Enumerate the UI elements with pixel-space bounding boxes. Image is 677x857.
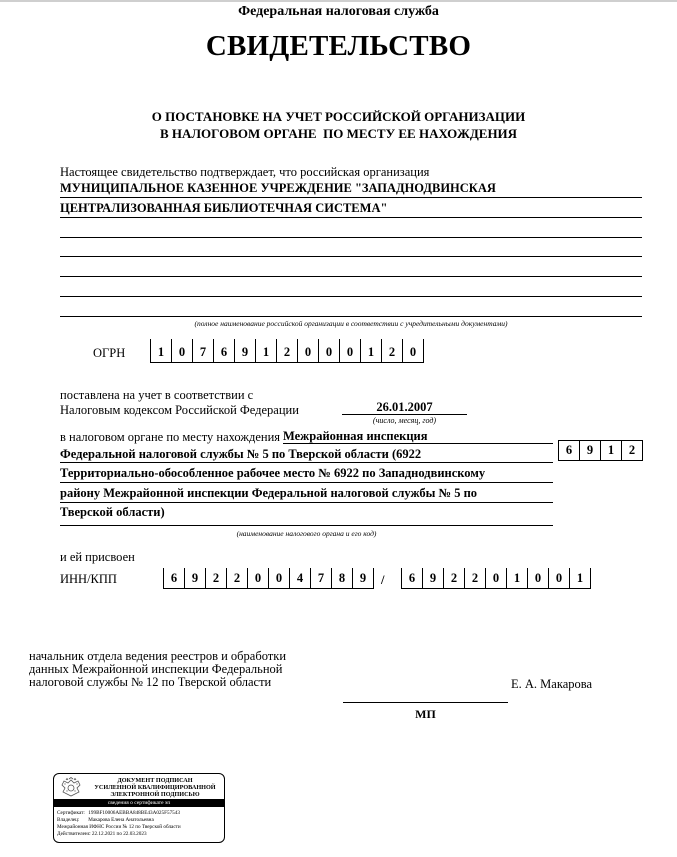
ogrn-digit: 2 xyxy=(382,342,403,362)
inn-digit: 6 xyxy=(164,568,185,588)
tax-code-digit: 1 xyxy=(601,441,622,460)
stamp-place-label: МП xyxy=(415,707,436,721)
tax-authority-code-cells xyxy=(558,440,643,461)
signature-line xyxy=(343,702,508,703)
kpp-digit: 2 xyxy=(444,568,465,588)
kpp-digit: 9 xyxy=(423,568,444,588)
inn-cells xyxy=(163,568,374,589)
ogrn-digit: 0 xyxy=(340,342,361,362)
ogrn-digit: 7 xyxy=(193,342,214,362)
subtitle-line-2: В НАЛОГОВОМ ОРГАНЕ ПО МЕСТУ ЕЕ НАХОЖДЕНИЯ xyxy=(159,126,518,141)
ogrn-label: ОГРН xyxy=(93,346,126,360)
stamp-heading xyxy=(88,777,222,798)
tax-authority-line-2: Федеральной налоговой службы № 5 по Тверской области (6922 xyxy=(60,447,422,461)
tax-code-digit: 6 xyxy=(559,441,580,460)
tax-authority-line-1: Межрайонная инспекция xyxy=(283,429,428,443)
stamp-owner-row xyxy=(57,817,154,823)
inn-digit: 9 xyxy=(185,568,206,588)
tax-authority-hint: (наименование налогового органа и его код) xyxy=(236,529,377,538)
tax-code-digit: 9 xyxy=(580,441,601,460)
organization-intro: Настоящее свидетельство подтверждает, что российская организация xyxy=(60,165,430,179)
page-top-border xyxy=(0,0,677,2)
kpp-digit: 6 xyxy=(402,568,423,588)
kpp-digit: 2 xyxy=(465,568,486,588)
certificate-value: 199BF10006AEBBA848BE43A025F57543 xyxy=(88,810,180,816)
subtitle-line-1: О ПОСТАНОВКЕ НА УЧЕТ РОССИЙСКОЙ ОРГАНИЗАЦИИ xyxy=(151,109,526,124)
stamp-issuer-row: Межрайонная ИФНС России № 12 по Тверской области xyxy=(57,824,181,830)
stamp-certificate-bar: сведения о сертификате эп xyxy=(54,799,224,807)
inn-digit: 0 xyxy=(269,568,290,588)
organization-name-line-2: ЦЕНТРАЛИЗОВАННАЯ БИБЛИОТЕЧНАЯ СИСТЕМА" xyxy=(60,201,388,215)
position-line-2: данных Межрайонной инспекции Федеральной xyxy=(29,662,283,676)
assigned-label: и ей присвоен xyxy=(60,550,135,564)
ogrn-digit: 0 xyxy=(298,342,319,362)
ogrn-digit: 2 xyxy=(277,342,298,362)
inn-kpp-separator: / xyxy=(381,573,385,587)
org-underline-4 xyxy=(60,256,642,257)
tax-underline-1 xyxy=(283,443,553,444)
organization-name-line-1: МУНИЦИПАЛЬНОЕ КАЗЕННОЕ УЧРЕЖДЕНИЕ "ЗАПАДНОДВИНСКАЯ xyxy=(60,181,496,195)
org-underline-7 xyxy=(60,316,642,317)
document-title: СВИДЕТЕЛЬСТВО xyxy=(205,30,472,62)
inn-kpp-label: ИНН/КПП xyxy=(60,572,117,586)
org-underline-1 xyxy=(60,197,642,198)
owner-value: Макарова Елена Анатольевна xyxy=(88,817,154,823)
ogrn-digit: 0 xyxy=(172,342,193,362)
inn-digit: 0 xyxy=(248,568,269,588)
tax-authority-line-4: району Межрайонной инспекции Федеральной налоговой службы № 5 по xyxy=(60,486,478,500)
e-signature-stamp xyxy=(53,773,225,843)
stamp-validity-row xyxy=(57,831,147,837)
ogrn-digit: 1 xyxy=(151,342,172,362)
stamp-heading-line-2: УСИЛЕННОЙ КВАЛИФИЦИРОВАННОЙ xyxy=(94,784,216,791)
ogrn-digit: 1 xyxy=(361,342,382,362)
stamp-certificate-row xyxy=(57,810,180,816)
document-subtitle xyxy=(0,108,677,142)
org-underline-3 xyxy=(60,237,642,238)
inn-digit: 2 xyxy=(227,568,248,588)
stamp-heading-line-3: ЭЛЕКТРОННОЙ ПОДПИСЬЮ xyxy=(110,791,200,798)
date-underline xyxy=(342,414,467,415)
ogrn-digit: 0 xyxy=(403,342,423,362)
inn-digit: 4 xyxy=(290,568,311,588)
kpp-digit: 1 xyxy=(507,568,528,588)
organization-hint: (полное наименование российской организации в соответствии с учредительными документами) xyxy=(194,319,508,328)
coat-of-arms-icon xyxy=(58,777,84,798)
tax-underline-3 xyxy=(60,482,553,483)
ogrn-digit: 1 xyxy=(256,342,277,362)
certificate-label: Сертификат: xyxy=(57,810,85,816)
position-line-3: налоговой службы № 12 по Тверской области xyxy=(29,675,272,689)
stamp-heading-line-1: ДОКУМЕНТ ПОДПИСАН xyxy=(117,777,193,784)
org-underline-6 xyxy=(60,296,642,297)
inn-digit: 8 xyxy=(332,568,353,588)
inn-digit: 9 xyxy=(359,570,367,585)
tax-underline-2 xyxy=(60,462,553,463)
ogrn-digit: 9 xyxy=(235,342,256,362)
ogrn-digit: 6 xyxy=(214,342,235,362)
kpp-digit: 0 xyxy=(528,568,549,588)
position-line-1: начальник отдела ведения реестров и обработки xyxy=(29,649,287,663)
inn-digit: 7 xyxy=(311,568,332,588)
ogrn-digit: 0 xyxy=(319,342,340,362)
kpp-cells xyxy=(401,568,591,589)
kpp-digit: 1 xyxy=(576,570,584,585)
org-underline-5 xyxy=(60,276,642,277)
tax-code-digit: 2 xyxy=(628,443,636,457)
inn-digit: 2 xyxy=(206,568,227,588)
registration-date: 26.01.2007 xyxy=(376,400,433,414)
date-hint: (число, месяц, год) xyxy=(372,416,437,425)
tax-authority-line-5: Тверской области) xyxy=(60,505,165,519)
signatory-position xyxy=(29,650,286,689)
ogrn-cells xyxy=(150,342,424,363)
tax-underline-5 xyxy=(60,525,553,526)
tax-authority-line-3: Территориально-обособленное рабочее место № 6922 по Западнодвинскому xyxy=(60,466,486,480)
validity-label: Действителен: xyxy=(57,831,90,837)
registration-line-2: Налоговым кодексом Российской Федерации xyxy=(60,403,299,417)
signatory-name: Е. А. Макарова xyxy=(511,677,593,691)
tax-authority-intro: в налоговом органе по месту нахождения xyxy=(60,430,281,444)
kpp-digit: 0 xyxy=(486,568,507,588)
kpp-digit: 0 xyxy=(549,568,570,588)
registration-line-1: поставлена на учет в соответствии с xyxy=(60,388,254,402)
agency-name: Федеральная налоговая служба xyxy=(238,4,439,19)
owner-label: Владелец: xyxy=(57,817,80,823)
validity-value: с 22.12.2021 по 22.03.2023 xyxy=(88,831,147,837)
tax-underline-4 xyxy=(60,502,553,503)
org-underline-2 xyxy=(60,217,642,218)
